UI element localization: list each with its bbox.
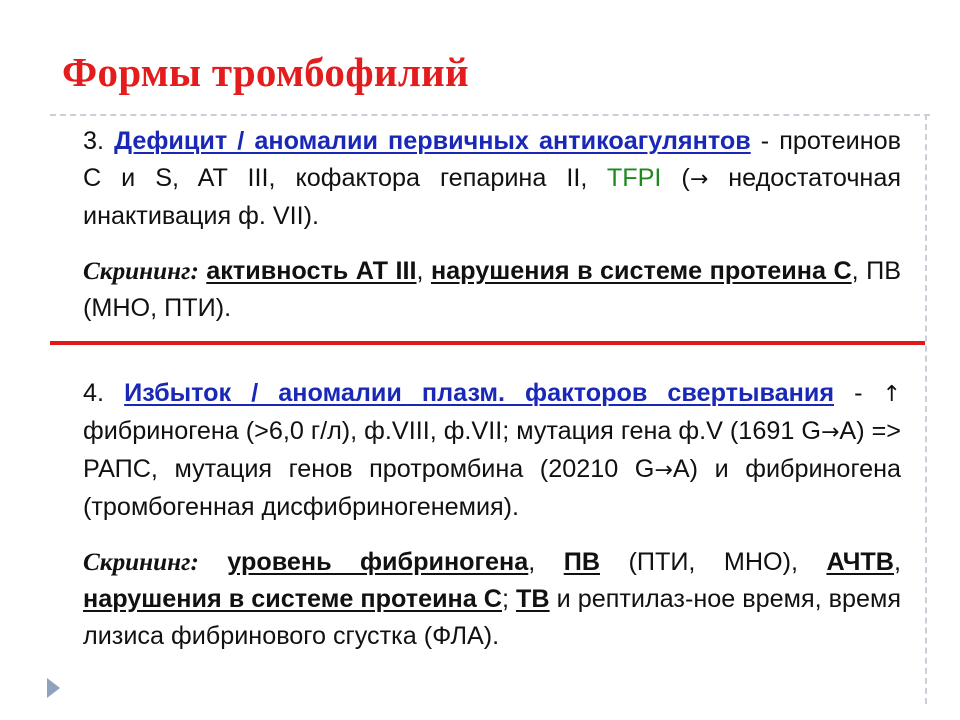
section-3-dash: - xyxy=(750,127,770,155)
separator: , xyxy=(416,257,431,285)
section-4-text-2: A) => РАПС, мутация генов протромбина (20210 G xyxy=(83,417,902,483)
screening-item-pv: ПВ xyxy=(563,548,601,576)
screening-item-fibrinogen: уровень фибриногена xyxy=(227,548,529,576)
right-arrow-icon: → xyxy=(820,420,840,445)
slide-bullet-icon xyxy=(47,678,60,698)
screening-tail: и рептилаз-ное время, время лизиса фибринового сгустка (ФЛА). xyxy=(83,585,902,650)
section-4-dash: - xyxy=(834,379,863,407)
right-arrow-icon: → xyxy=(689,167,709,192)
dashed-divider-vertical xyxy=(925,114,927,704)
section-4-paragraph xyxy=(83,375,901,526)
section-3-heading: Дефицит / аномалии первичных антикоагулянтов xyxy=(114,127,751,155)
section-4-text-3: A) и фибриногена (тромбогенная дисфибриногенемия). xyxy=(83,455,902,521)
screening-item-tv: ТВ xyxy=(516,585,550,613)
slide-title: Формы тромбофилий xyxy=(62,49,469,95)
screening-item-achtv: АЧТВ xyxy=(826,548,894,576)
screening-item-protein-c: нарушения в системе протеина С xyxy=(430,257,852,285)
up-arrow-icon: ↑ xyxy=(882,382,902,407)
section-3-paragraph xyxy=(83,123,901,235)
screening-label: Скрининг: xyxy=(83,258,199,285)
screening-label: Скрининг: xyxy=(83,549,199,576)
tfpi-label: TFPI xyxy=(606,164,662,192)
right-arrow-icon: → xyxy=(654,458,673,483)
section-3-text: протеинов С и S, AT III, кофактора гепарина II, xyxy=(83,127,902,192)
section-3-number: 3. xyxy=(83,127,105,155)
section-3-tail: недостаточная инактивация ф. VII). xyxy=(83,164,901,230)
red-divider xyxy=(50,341,925,345)
section-4-screening xyxy=(83,544,901,655)
section-3-open-paren: ( xyxy=(661,164,690,192)
separator: (ПТИ, МНО), xyxy=(600,548,827,576)
screening-tail: , ПВ (МНО, ПТИ). xyxy=(83,257,902,322)
screening-item-protein-c: нарушения в системе протеина С xyxy=(83,585,502,613)
dashed-divider-horizontal xyxy=(50,114,930,116)
section-4-number: 4. xyxy=(83,379,105,407)
screening-item-at3: активность АТ III xyxy=(206,257,417,285)
section-4-text-1: фибриногена (>6,0 г/л), ф.VIII, ф.VII; мутация гена ф.V (1691 G xyxy=(83,417,821,445)
separator: , xyxy=(528,548,564,576)
separator: ; xyxy=(502,585,517,613)
section-4-heading: Избыток / аномалии плазм. факторов свертывания xyxy=(124,379,835,407)
section-3-screening xyxy=(83,253,901,327)
separator: , xyxy=(894,548,901,576)
